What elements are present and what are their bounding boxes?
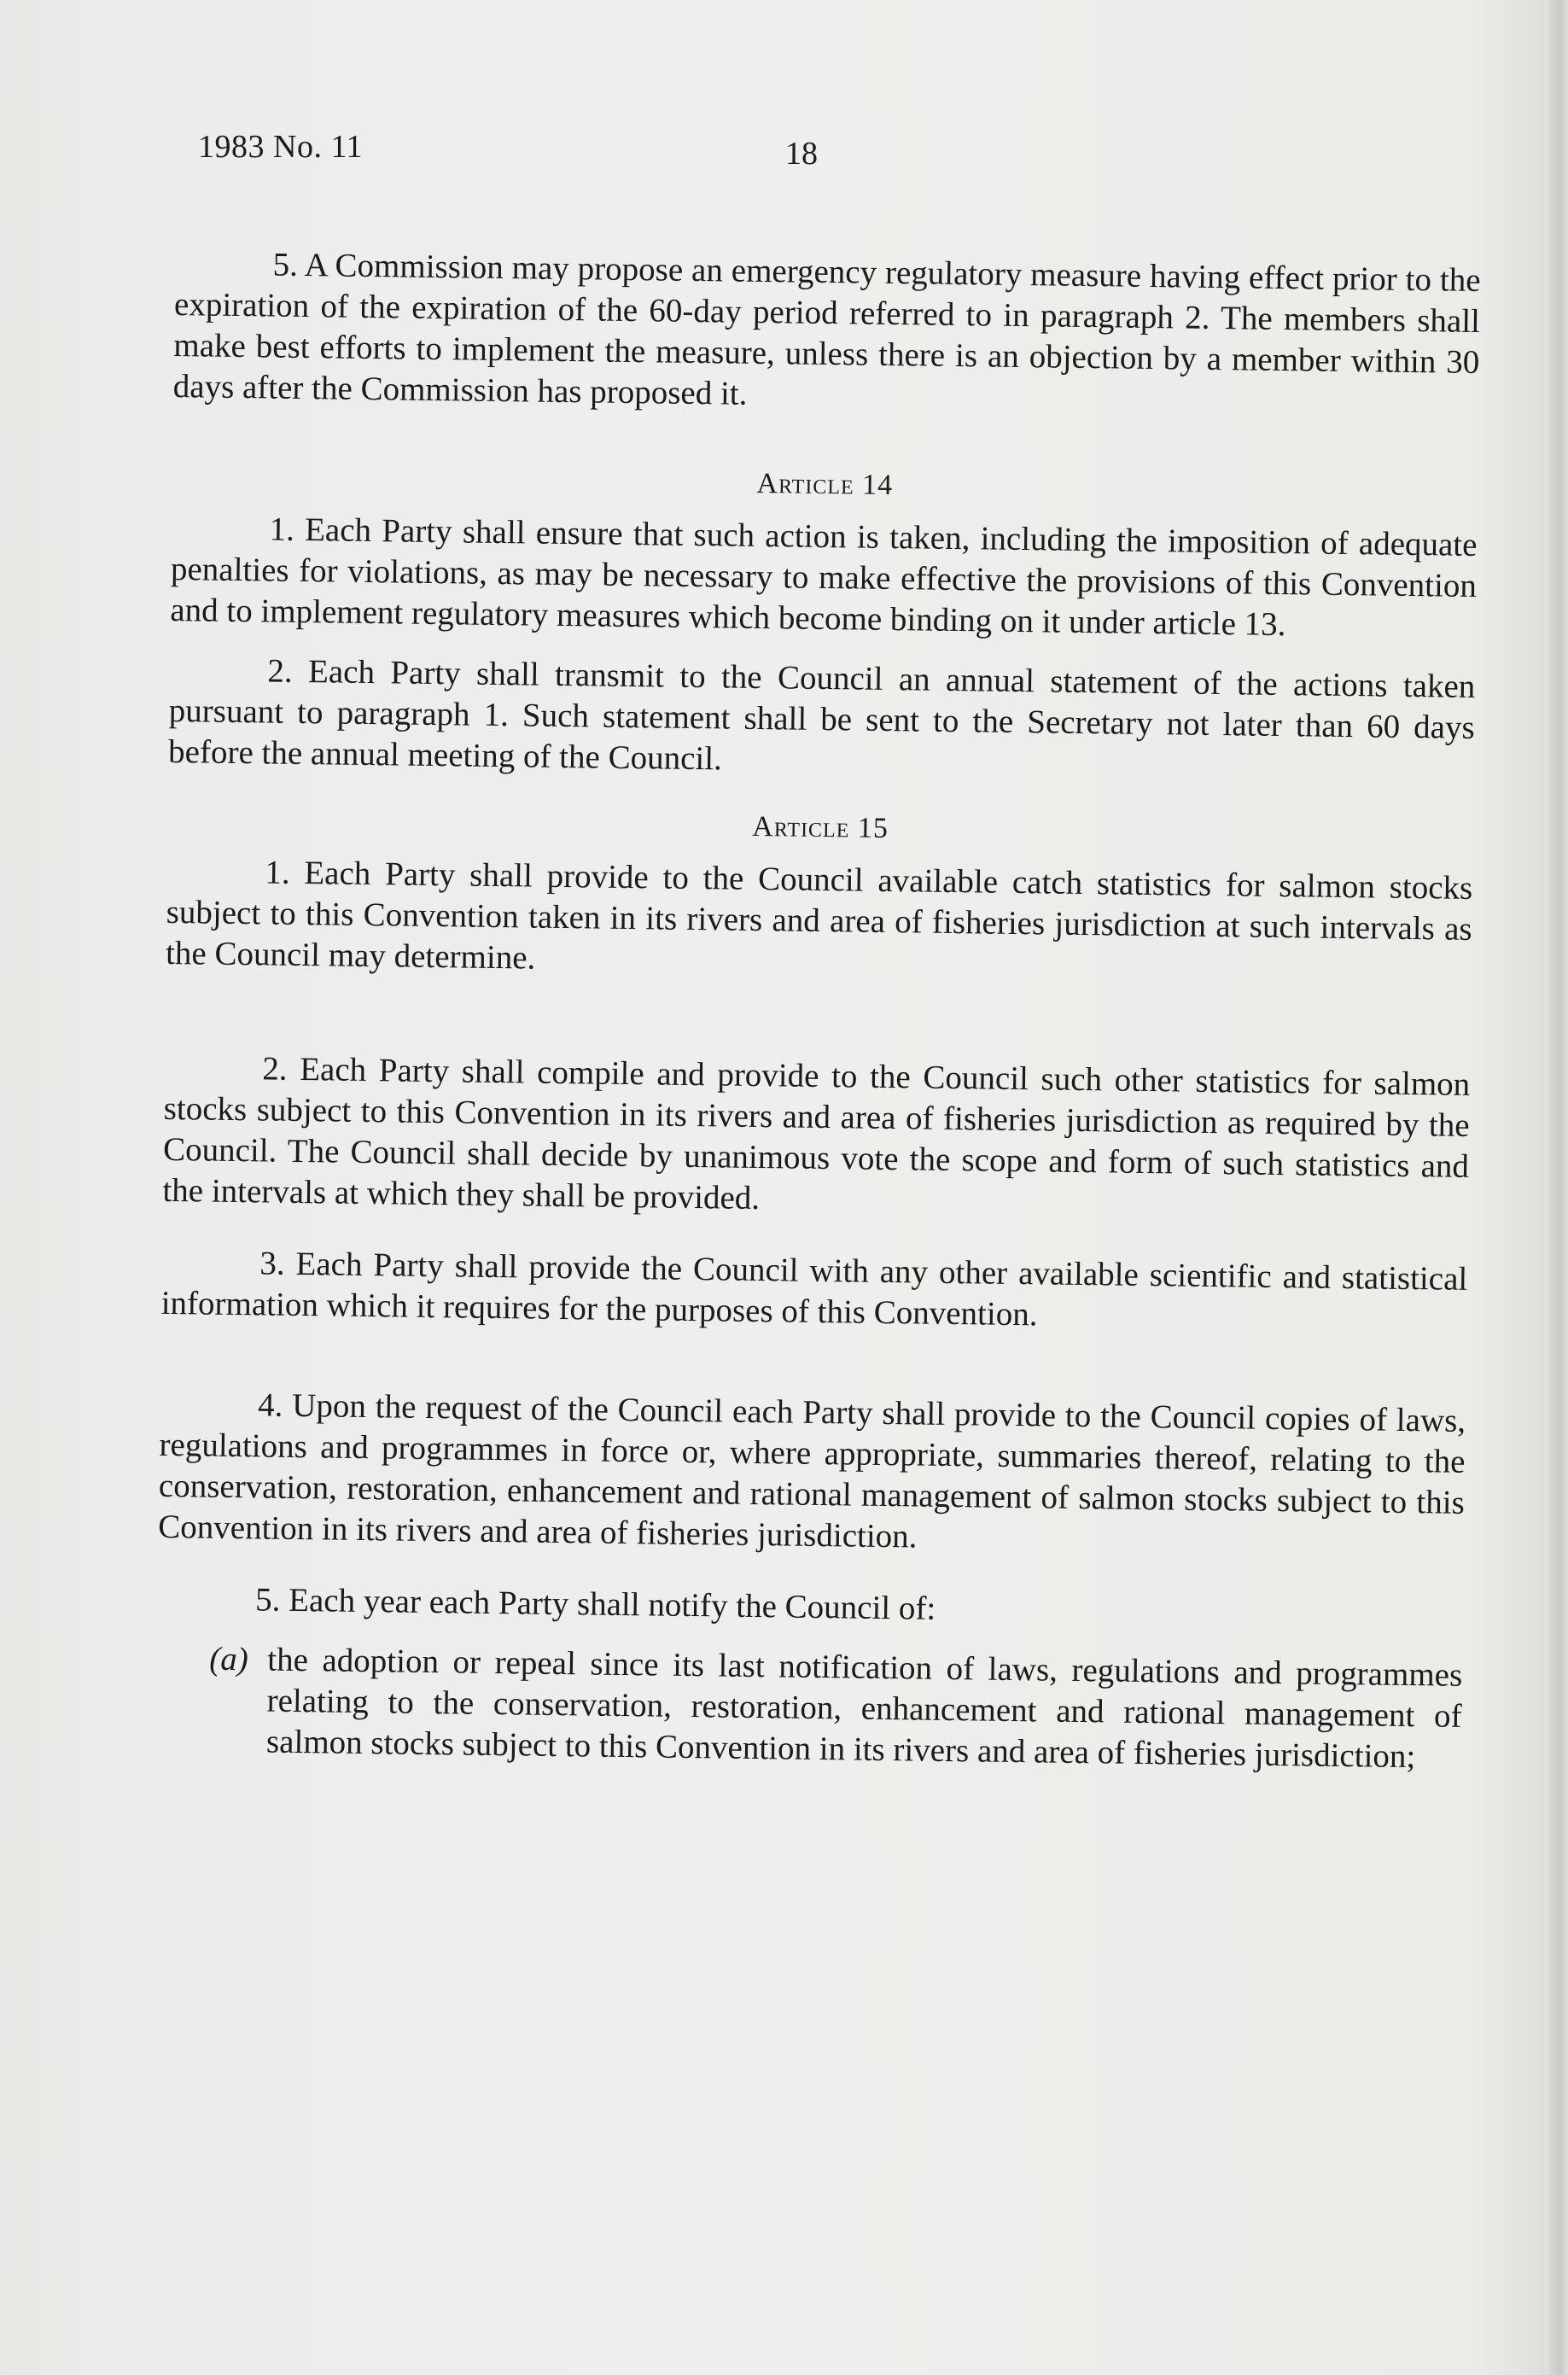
page-number: 18 — [785, 136, 818, 172]
article-15-paragraph-3: 3. Each Party shall provide the Council with any other available scientific and statistical information which it requires for the purposes of this Convention. — [160, 1245, 1468, 1333]
article-15-paragraph-2: 2. Each Party shall compile and provide to the Council such other statistics for salmon stocks subject to this Convention in its rivers and area of fisheries jurisdiction as required by the Council. The Council shall decide by unanimous vote the scope and form of such statistics and the intervals at which they shall be provided. — [162, 1050, 1471, 1217]
article-15-paragraph-4: 4. Upon the request of the Council each Party shall provide to the Council copies of laws, regulations and programmes in force or, where appropriate, summaries thereof, relating to the conservation, restoration, enhancement and rational management of salmon stocks subject to this Convention in its rivers and area of fisheries jurisdiction. — [158, 1386, 1466, 1555]
article-15-heading: Article 15 — [752, 810, 889, 844]
document-body — [155, 243, 1481, 1778]
article-14-paragraph-1: 1. Each Party shall ensure that such action is taken, including the imposition of adequate penalties for violations, as may be necessary to make effective the provisions of this Convention and to implement regulatory measures which become binding on it under article 13. — [170, 511, 1478, 644]
article-14-heading: Article 14 — [756, 467, 894, 502]
article-15-paragraph-5: 5. Each year each Party shall notify the Council of: — [254, 1581, 936, 1627]
article-15-paragraph-5-item-a — [155, 1638, 1463, 1778]
item-marker: (a) — [209, 1640, 249, 1678]
item-text: the adoption or repeal since its last notification of laws, regulations and programmes relating to the conservation, restoration, enhancement and rational management of salmon stocks subject to this Convention in its rivers and area of fisheries jurisdiction; — [265, 1641, 1463, 1776]
page-edge — [1549, 0, 1568, 2375]
article-14-paragraph-2: 2. Each Party shall transmit to the Council an annual statement of the actions taken pursuant to paragraph 1. Such statement shall be sent to the Secretary not later than 60 days before the annual meeting of the Council. — [167, 652, 1476, 778]
paragraph-5-emergency-measure: 5. A Commission may propose an emergency regulatory measure having effect prior to the expiration of the expiration of the 60-day period referred to in paragraph 2. The members shall make best efforts to implement the measure, unless there is an objection by a member within 30 days after the Commission has proposed it. — [172, 246, 1481, 412]
running-header: 1983 No. 11 — [198, 129, 364, 165]
article-15-paragraph-1: 1. Each Party shall provide to the Council available catch statistics for salmon stocks subject to this Convention taken in its rivers and area of fisheries jurisdiction at such intervals as the Council may determine. — [165, 854, 1473, 977]
